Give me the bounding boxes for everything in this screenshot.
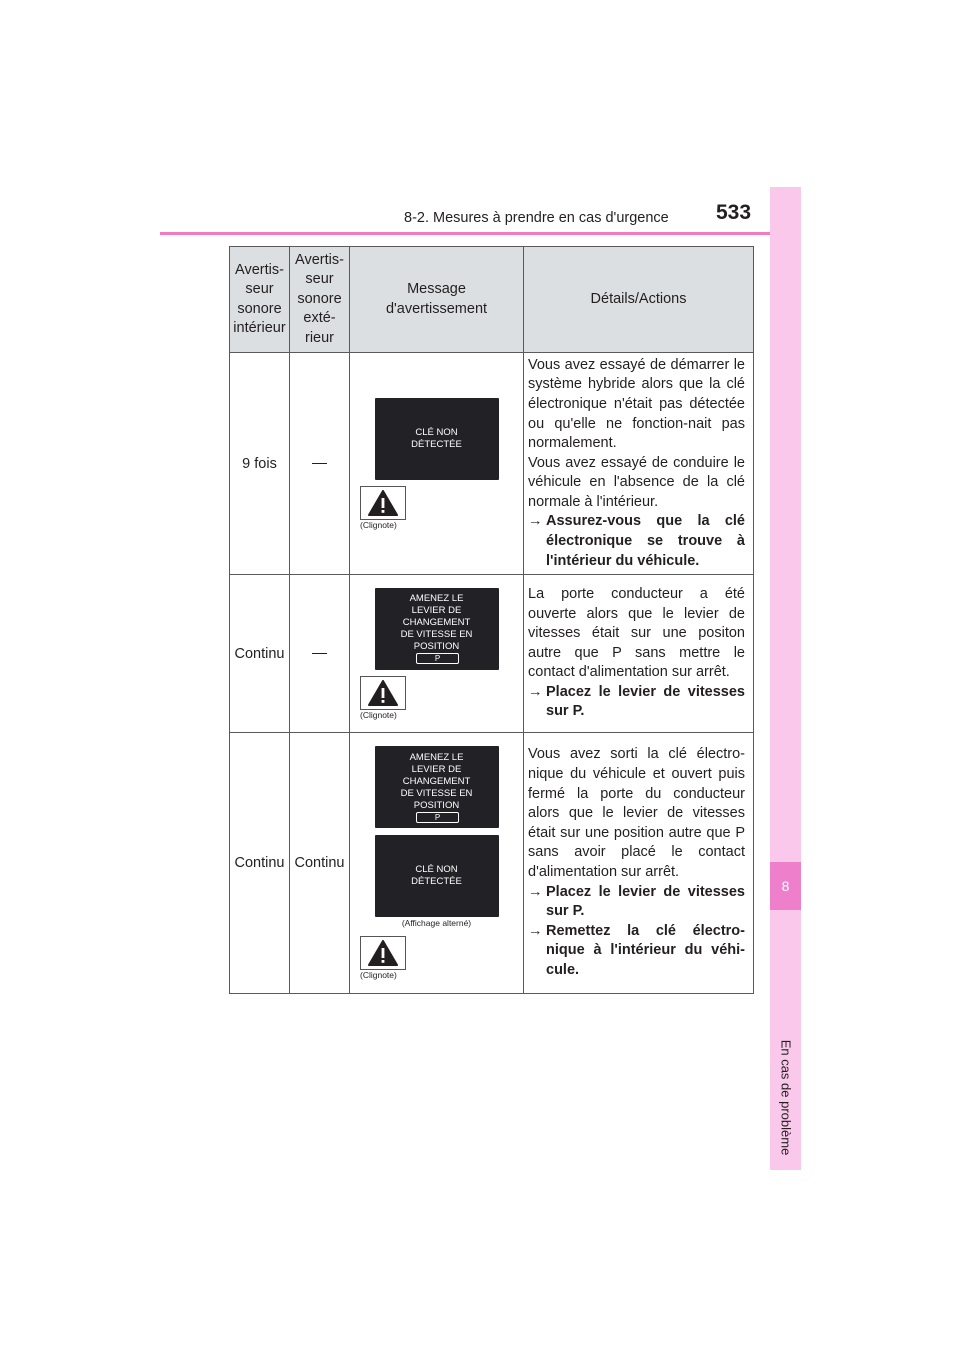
interior-buzzer-cell: Continu bbox=[230, 733, 290, 994]
chapter-label bbox=[770, 1002, 801, 1192]
message-cell bbox=[350, 575, 524, 733]
exterior-buzzer-cell bbox=[290, 575, 350, 733]
table-row bbox=[230, 733, 754, 994]
alternating-caption: (Affichage alterné) bbox=[401, 918, 472, 928]
header-message: Message d'avertissement bbox=[350, 247, 524, 353]
display-key-not-detected: CLÉ NON DÉTECTÉE bbox=[375, 398, 499, 480]
warning-triangle-icon bbox=[360, 486, 406, 520]
blink-caption: (Clignote) bbox=[360, 709, 397, 720]
blink-caption: (Clignote) bbox=[360, 519, 397, 530]
action-text: → Placez le levier de vitesses sur P. bbox=[528, 683, 745, 720]
display-shift-to-p: AMENEZ LE LEVIER DE CHANGEMENT DE VITESSE EN POSITION P bbox=[375, 588, 499, 670]
none-dash bbox=[312, 463, 327, 464]
details-cell: La porte conducteur a été ouverte alors que le levier de vitesses était sur une positon autre que P sans mettre le contact d'alimentation sur arrêt. → Placez le levier de vitesses sur P. bbox=[524, 575, 754, 733]
action-text: → Assurez-vous que la clé électronique se trouve à l'intérieur du véhicule. bbox=[528, 513, 745, 569]
display-shift-to-p: AMENEZ LE LEVIER DE CHANGEMENT DE VITESSE EN POSITION P bbox=[375, 746, 499, 828]
interior-buzzer-cell: 9 fois bbox=[230, 353, 290, 575]
warning-table bbox=[229, 246, 754, 994]
header-rule bbox=[160, 232, 800, 235]
p-position-icon: P bbox=[416, 653, 459, 664]
details-cell: Vous avez essayé de démarrer le système hybride alors que la clé électronique n'était pas détectée ou qu'elle ne fonction-nait pas normalement. Vous avez essayé de conduire le véhicule en l'absence de la clé normale à l'intérieur. → Assurez-vous que la clé électronique se trouve à l'intérieur du véhicule. bbox=[524, 353, 754, 575]
exterior-buzzer-cell bbox=[290, 353, 350, 575]
arrow-icon: → bbox=[528, 513, 543, 530]
chapter-number: 8 bbox=[770, 862, 801, 910]
message-cell bbox=[350, 353, 524, 575]
warning-triangle-icon bbox=[360, 936, 406, 970]
details-cell: Vous avez sorti la clé électro-nique du véhicule et ouvert puis fermé la porte du conducteur alors que le levier de vitesses était sur une position autre que P sans avoir placé le contact d'alimentation sur arrêt. → Placez le levier de vitesses sur P. → Remettez la clé électro-nique à l'intérieur du véhi-cule. bbox=[524, 733, 754, 994]
table-row bbox=[230, 575, 754, 733]
table-row bbox=[230, 353, 754, 575]
page-number: 533 bbox=[716, 201, 752, 224]
action-text: → Placez le levier de vitesses sur P. bbox=[528, 883, 745, 920]
chapter-label-text: En cas de problème bbox=[778, 1039, 793, 1155]
chapter-side-tab bbox=[770, 187, 801, 1170]
p-position-icon: P bbox=[416, 812, 459, 823]
exterior-buzzer-cell: Continu bbox=[290, 733, 350, 994]
display-key-not-detected: CLÉ NON DÉTECTÉE bbox=[375, 835, 499, 917]
warning-triangle-icon bbox=[360, 676, 406, 710]
none-dash bbox=[312, 653, 327, 654]
header-exterior-buzzer: Avertis- seur sonore exté- rieur bbox=[290, 247, 350, 353]
header-interior-buzzer: Avertis- seur sonore intérieur bbox=[230, 247, 290, 353]
action-text: → Remettez la clé électro-nique à l'intérieur du véhi-cule. bbox=[528, 922, 745, 978]
interior-buzzer-cell: Continu bbox=[230, 575, 290, 733]
arrow-icon: → bbox=[528, 683, 543, 700]
arrow-icon: → bbox=[528, 922, 543, 939]
section-title: 8-2. Mesures à prendre en cas d'urgence bbox=[404, 210, 669, 226]
header-details: Détails/Actions bbox=[524, 247, 754, 353]
table-header-row bbox=[230, 247, 754, 353]
blink-caption: (Clignote) bbox=[360, 970, 397, 980]
arrow-icon: → bbox=[528, 883, 543, 900]
message-cell bbox=[350, 733, 524, 994]
